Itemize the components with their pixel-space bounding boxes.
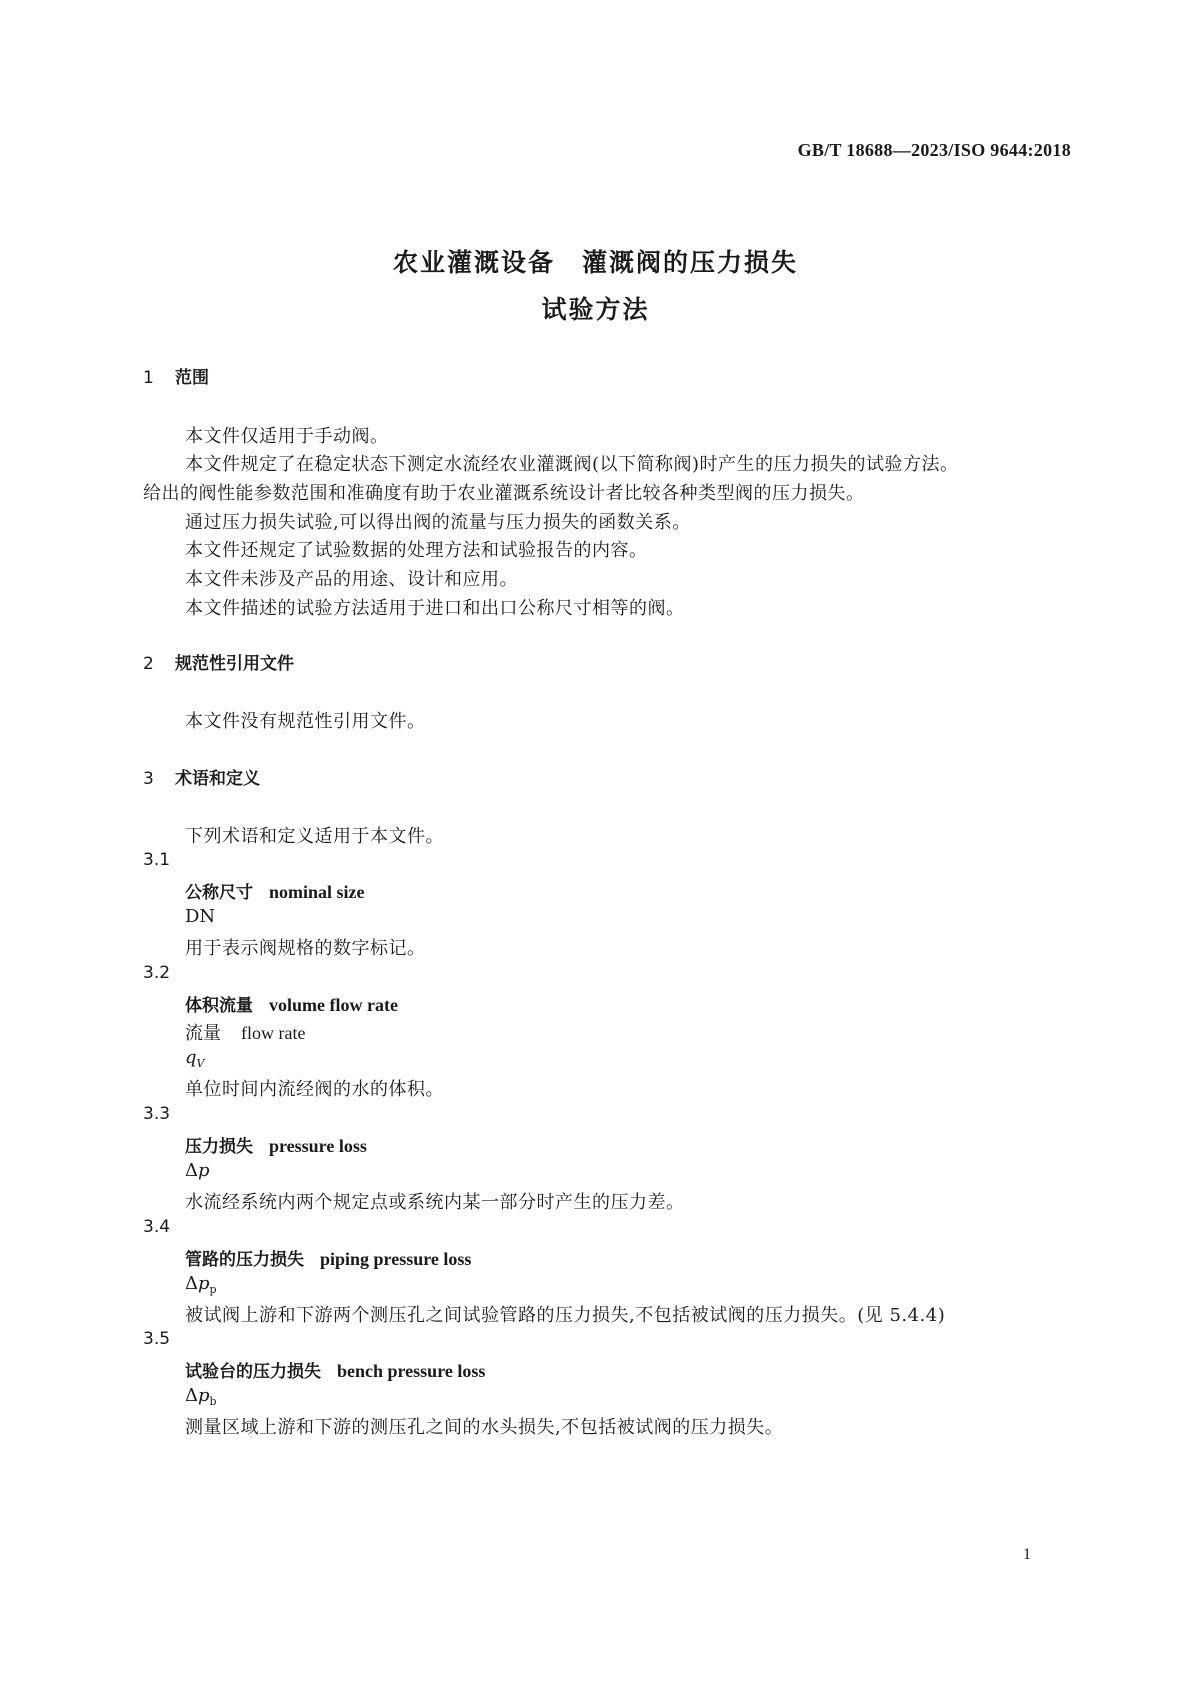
standard-code: GB/T 18688—2023/ISO 9644:2018 xyxy=(797,140,1071,160)
section-3-title: 术语和定义 xyxy=(175,769,260,789)
section-1-title: 范围 xyxy=(175,368,209,388)
section-3-intro: 下列术语和定义适用于本文件。 xyxy=(185,826,444,847)
section-1-paragraph: 本文件规定了在稳定状态下测定水流经农业灌溉阀(以下简称阀)时产生的压力损失的试验方法。 xyxy=(185,454,959,475)
term-symbol: $q_V$ xyxy=(185,1047,205,1070)
document-title-line2: 试验方法 xyxy=(541,295,650,324)
section-1-heading xyxy=(143,363,209,388)
term-heading xyxy=(185,991,398,1016)
term-definition: 单位时间内流经阀的水的体积。 xyxy=(185,1079,444,1100)
section-1-paragraph-continuation: 给出的阀性能参数范围和准确度有助于农业灌溉系统设计者比较各种类型阀的压力损失。 xyxy=(143,483,865,504)
term-zh: 公称尺寸 xyxy=(185,883,253,903)
term-heading xyxy=(185,1132,367,1157)
term-number: 3.4 xyxy=(143,1217,171,1237)
term-zh: 管路的压力损失 xyxy=(185,1250,304,1270)
admitted-zh: 流量 xyxy=(185,1023,221,1044)
section-1-paragraph: 通过压力损失试验,可以得出阀的流量与压力损失的函数关系。 xyxy=(185,512,691,533)
section-1-paragraph: 本文件描述的试验方法适用于进口和出口公称尺寸相等的阀。 xyxy=(185,598,685,619)
section-3-heading xyxy=(143,764,260,789)
term-heading xyxy=(185,1245,471,1270)
term-definition: 水流经系统内两个规定点或系统内某一部分时产生的压力差。 xyxy=(185,1192,685,1213)
term-number: 3.5 xyxy=(143,1329,171,1349)
term-heading xyxy=(185,878,365,903)
term-en: volume flow rate xyxy=(269,995,398,1015)
term-definition: 测量区域上游和下游的测压孔之间的水头损失,不包括被试阀的压力损失。 xyxy=(185,1417,784,1438)
term-zh: 试验台的压力损失 xyxy=(185,1362,321,1382)
term-symbol: $\Delta p_b$ xyxy=(185,1385,217,1408)
term-number: 3.1 xyxy=(143,850,171,870)
section-2-heading xyxy=(143,649,294,674)
term-admitted xyxy=(185,1019,305,1045)
term-zh: 压力损失 xyxy=(185,1137,253,1157)
term-symbol: DN xyxy=(185,906,216,927)
term-en: pressure loss xyxy=(269,1136,367,1156)
term-symbol: $\Delta p_p$ xyxy=(185,1273,217,1296)
section-2-title: 规范性引用文件 xyxy=(175,654,294,674)
term-en: bench pressure loss xyxy=(337,1361,486,1381)
term-definition: 用于表示阀规格的数字标记。 xyxy=(185,938,426,959)
term-number: 3.2 xyxy=(143,963,171,983)
section-2-paragraph: 本文件没有规范性引用文件。 xyxy=(185,711,426,732)
section-1-paragraph: 本文件未涉及产品的用途、设计和应用。 xyxy=(185,569,518,590)
term-heading xyxy=(185,1357,485,1382)
section-1-number: 1 xyxy=(143,368,154,388)
section-2-number: 2 xyxy=(143,654,154,674)
admitted-en: flow rate xyxy=(241,1023,306,1043)
term-number: 3.3 xyxy=(143,1104,171,1124)
term-en: piping pressure loss xyxy=(320,1249,472,1269)
section-3-number: 3 xyxy=(143,769,154,789)
section-1-paragraph: 本文件仅适用于手动阀。 xyxy=(185,426,389,447)
term-definition: 被试阀上游和下游两个测压孔之间试验管路的压力损失,不包括被试阀的压力损失。(见 5.4.4) xyxy=(185,1305,946,1326)
section-1-paragraph: 本文件还规定了试验数据的处理方法和试验报告的内容。 xyxy=(185,540,648,561)
document-title-line1: 农业灌溉设备 灌溉阀的压力损失 xyxy=(392,248,798,277)
term-en: nominal size xyxy=(269,882,365,902)
term-symbol: Δp xyxy=(185,1160,210,1181)
term-zh: 体积流量 xyxy=(185,996,253,1016)
page-number: 1 xyxy=(1023,1546,1031,1563)
